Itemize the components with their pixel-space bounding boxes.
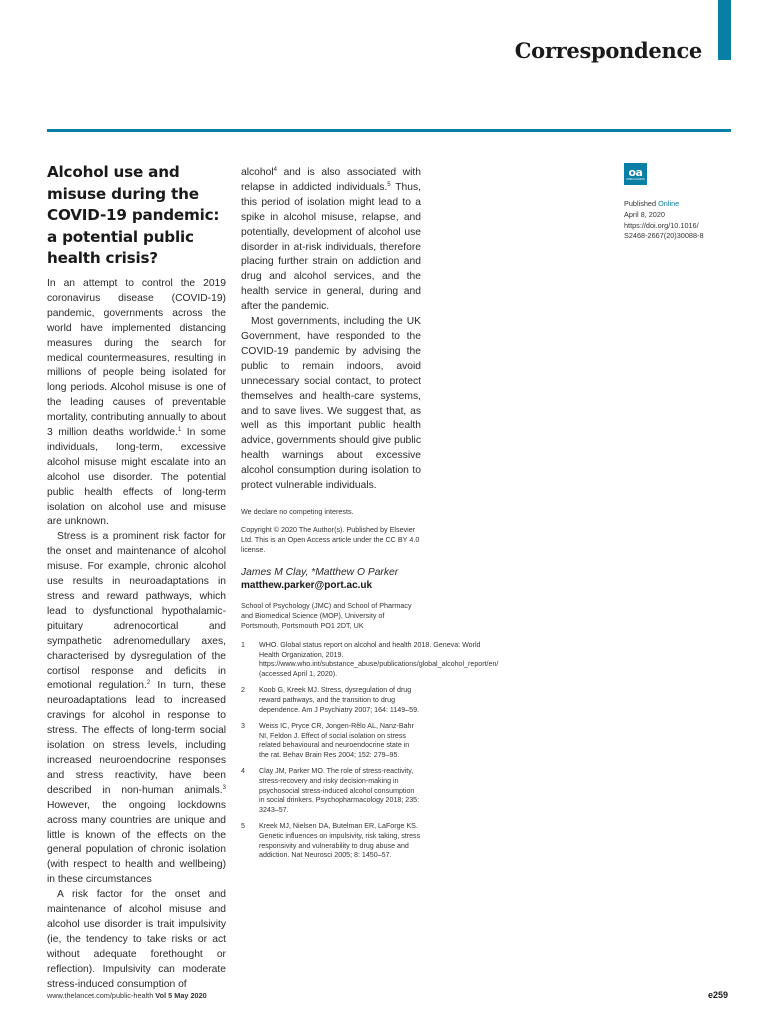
paragraph-5: Most governments, including the UK Government, have responded to the COVID-19 pandemic by advising the public to remain indoors, avoid unnecessary social contact, to protect themselves and health-care systems, and to save lives. We suggest that, as well as this important public health advice, governments should give public health warnings about excessive alcohol consumption during isolation to protect vulnerable individuals. [241,316,421,492]
issue-month: May 2020 [174,991,207,1000]
article-column-1 [47,162,226,992]
reference-text: Clay JM, Parker MO. The role of stress-reactivity, stress-recovery and risky decision-making in psychosocial stress-induced alcohol consumption in social drinkers. Psychopharmacology 2018; 235: 3243–57. [259,767,420,814]
doi-link-continued[interactable]: S2468-2667(20)30088-8 [624,231,704,241]
reference-text: Koob G, Kreek MJ. Stress, dysregulation of drug reward pathways, and the transition to drug dependence. Am J Psychiatry 2007; 164: 1149–59. [259,686,419,714]
published-online: Published Online [624,199,680,208]
page-number: e259 [707,990,728,1000]
author-email-link[interactable]: matthew.parker@port.ac.uk [241,579,373,591]
citation-5[interactable]: 5 [387,181,391,188]
reference-item [241,686,421,715]
reference-item [241,822,421,860]
citation-1[interactable]: 1 [177,427,182,434]
journal-url-link[interactable]: www.thelancet.com/public-health [47,991,154,1000]
doi-link[interactable]: https://doi.org/10.1016/ [624,220,699,230]
citation-2[interactable]: 2 [146,680,151,687]
reference-number: 2 [241,686,245,695]
volume-number: Vol 5 [155,991,173,1000]
author-affiliation: School of Psychology (JMC) and School of Pharmacy and Biomedical Science (MOP), University of Portsmouth, Portsmouth PO1 2DT, UK [241,600,412,630]
article-column-2 [241,166,499,868]
reference-text: Weiss IC, Pryce CR, Jongen-Rêlo AL, Nanz-Bahr NI, Feldon J. Effect of social isolation on stress related behavioural and neuroendocrine state in the rat. Behav Brain Res 2004; 152: 279–95. [259,722,414,759]
footer-citation [47,991,207,1000]
paragraph-3: A risk factor for the onset and maintenance of alcohol misuse and alcohol use disorder is trait impulsivity (ie, the tendency to take risks or act without adequate forethought or reflection). Impulsivity can moderate stress-induced consumption of [47,889,226,990]
header-accent-bar [718,0,731,60]
reference-item [241,640,499,679]
author-names: James M Clay, *Matthew O Parker [241,566,399,578]
publication-date: April 8, 2020 [624,209,665,219]
paragraph-4: alcohol$^4$ and is also associated with relapse in addicted individuals.$^5$ Thus, this period of isolation might lead to a spike in alcohol misuse, relapse, and potentially, development of alcohol use disorder in at-risk individuals, therefore placing further strain on addiction and drug and alcohol services, and the health service in general, during and after the pandemic. [241,167,421,313]
competing-interests: We declare no competing interests. [241,506,354,516]
open-access-icon: oa OPEN ACCESS [624,163,647,185]
paragraph-1: In an attempt to control the 2019 coronavirus disease (COVID-19) pandemic, governments across the world have implemented distancing measures during the search for medical countermeasures, resulting in millions of people being isolated for long periods. Alcohol misuse is one of the leading causes of preventable mortality, contributing annually to about 3 million deaths worldwide.$^1$ In some individuals, long-term, excessive alcohol misuse might escalate into an alcohol use disorder. The potential public health effects of long-term isolation on alcohol use and misuse are unknown. [47,277,226,528]
header-rule [47,129,731,132]
reference-number: 4 [241,767,245,776]
citation-4[interactable]: 4 [273,167,277,173]
reference-item [241,767,421,815]
publication-sidebar [624,163,734,242]
paragraph-2: Stress is a prominent risk factor for the onset and maintenance of alcohol misuse. For example, chronic alcohol use results in neuroadaptations in stress and reward pathways, which lead to dysfunctional hypothalamic-pituitary adrenocortical and sympathetic adrenomedullary axes, characterised by dysregulation of the cortisol response and deficits in emotional regulation.$^2$ In turn, these neuroadaptations lead to increased cravings for alcohol in response to stress. The effects of long-term social isolation on stress levels, including increased neuroendocrine responses and stress reactivity, have been described in non-human animals.$^3$ However, the ongoing lockdowns across many countries are unique and little is known of the effects on the general population of chronic isolation (with respect to health and wellbeing) in these circumstances [47,531,227,886]
copyright-notice: Copyright © 2020 The Author(s). Published by Elsevier Ltd. This is an Open Access article under the CC BY 4.0 license. [241,524,420,554]
reference-text: Kreek MJ, Nielsen DA, Butelman ER, LaForge KS. Genetic influences on impulsivity, risk taking, stress responsivity and vulnerability to drug abuse and addiction. Nat Neurosci 2005; 8: 1450–57. [259,822,421,860]
reference-number: 5 [241,822,245,831]
references-list [241,640,499,861]
citation-3[interactable]: 3 [222,784,226,791]
reference-text: WHO. Global status report on alcohol and health 2018. Geneva: World Health Organization, 2019. https://www.who.int/substance_abuse/publications/global_alcohol_report/en/ (accessed April 1, 2020). [259,640,499,678]
reference-number: 1 [241,640,245,649]
section-title: Correspondence [514,38,702,63]
reference-number: 3 [241,722,245,731]
article-title: Alcohol use and misuse during the COVID-19 pandemic: a potential public health crisis? [47,163,220,268]
reference-item [241,722,421,760]
